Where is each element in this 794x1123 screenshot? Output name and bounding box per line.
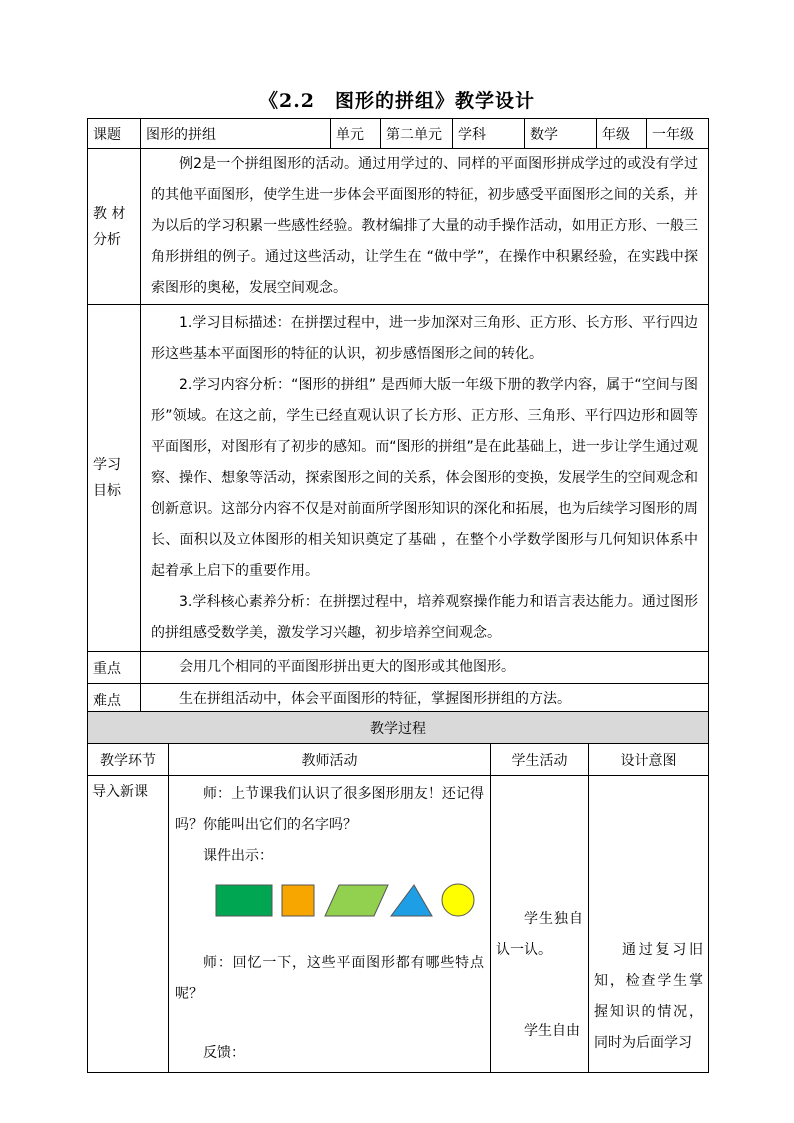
stage-label: 导入新课 — [92, 784, 148, 800]
analysis-text: 例2是一个拼组图形的活动。通过用学过的、同样的平面图形拼成学过的或没有学过的其他平面图形，使学生进一步体会平面图形的特征，初步感受平面图形之间的关系，并为以后的学习积累一些感性经验。教材编排了大量的动手操作活动，如用正方形、一般三角形拼组的例子。通过这些活动，让学生在 “做中学”，在操作中积累经验，在实践中探索图形的奥秘，发展空间观念。 — [151, 156, 698, 296]
key-point-label: 重点 — [88, 652, 141, 684]
unit-value: 第二单元 — [381, 119, 453, 149]
design-intent-cell — [589, 776, 709, 1073]
goals-label-line-2: 目标 — [93, 483, 121, 499]
intent-line-1: 通过复习旧知，检查学生掌握知识的情况，同时为后面学习 — [594, 942, 703, 1051]
key-point-row — [88, 652, 709, 684]
teaching-process-table — [87, 711, 709, 1073]
analysis-label-line-1: 教 材 — [93, 205, 126, 222]
grade-label: 年级 — [597, 119, 647, 149]
process-row-intro — [88, 776, 709, 1073]
goals-paragraph-1: 1.学习目标描述：在拼摆过程中，进一步加深对三角形、正方形、长方形、平行四边形这些基本平面图形的特征的认识，初步感悟图形之间的转化。 — [151, 314, 698, 362]
goals-content — [141, 305, 709, 652]
shapes-figure — [215, 880, 481, 920]
goals-paragraph-2: 2.学习内容分析：“图形的拼组” 是西师大版一年级下册的教学内容，属于“空间与图形”领域。在这之前，学生已经直观认识了长方形、正方形、三角形、平行四边形和圆等平面图形，对图形有了初步的感知。而“图形的拼组”是在此基础上，进一步让学生通过观察、操作、想象等活动，探索图形之间的关系，体会图形的变换，发展学生的空间观念和创新意识。这部分内容不仅是对前面所学图形知识的深化和拓展，也为后续学习图形的周长、面积以及立体图形的相关知识奠定了基础 ，在整个小学数学图形与几何知识体系中起着承上启下的重要作用。 — [151, 376, 698, 579]
square-shape — [282, 885, 314, 916]
key-point-content — [141, 652, 709, 684]
teacher-activity-cell — [169, 776, 491, 1073]
teacher-line-2: 课件出示： — [203, 848, 273, 864]
goals-label-line-1: 学习 — [93, 457, 121, 473]
student-line-2: 学生自由 — [524, 1023, 580, 1039]
topic-value: 图形的拼组 — [141, 119, 331, 149]
analysis-label — [88, 149, 141, 305]
process-header-row — [88, 744, 709, 776]
topic-label: 课题 — [88, 119, 141, 149]
analysis-label-line-2: 分析 — [93, 231, 121, 248]
info-row — [88, 119, 709, 149]
goals-row — [88, 305, 709, 652]
info-table — [87, 118, 709, 716]
circle-shape — [442, 884, 474, 916]
student-line-1: 学生独自认一认。 — [496, 911, 583, 958]
rectangle-shape — [216, 885, 272, 916]
process-heading-row — [88, 712, 709, 744]
teacher-line-1: 师：上节课我们认识了很多图形朋友！还记得吗？你能叫出它们的名字吗？ — [175, 786, 484, 833]
col-intent-header: 设计意图 — [589, 744, 709, 776]
goals-label — [88, 305, 141, 652]
col-stage-header: 教学环节 — [88, 744, 169, 776]
difficulty-text: 生在拼组活动中，体会平面图形的特征，掌握图形拼组的方法。 — [179, 691, 571, 707]
difficulty-label: 难点 — [88, 684, 141, 716]
col-student-header: 学生活动 — [491, 744, 589, 776]
process-heading: 教学过程 — [88, 712, 709, 744]
stage-cell — [88, 776, 169, 1073]
unit-label: 单元 — [331, 119, 381, 149]
student-activity-cell — [491, 776, 589, 1073]
subject-label: 学科 — [453, 119, 525, 149]
col-teacher-header: 教师活动 — [169, 744, 491, 776]
key-point-text: 会用几个相同的平面图形拼出更大的图形或其他图形。 — [179, 659, 515, 675]
teacher-line-4: 反馈： — [203, 1045, 245, 1061]
teacher-line-3: 师：回忆一下，这些平面图形都有哪些特点呢？ — [175, 955, 484, 1002]
document-title: 《2.2 图形的拼组》教学设计 — [258, 90, 536, 112]
subject-value: 数学 — [525, 119, 597, 149]
triangle-shape — [391, 885, 432, 916]
grade-value: 一年级 — [647, 119, 709, 149]
analysis-content — [141, 149, 709, 305]
parallelogram-shape — [325, 885, 388, 916]
analysis-row — [88, 149, 709, 305]
goals-paragraph-3: 3.学科核心素养分析：在拼摆过程中，培养观察操作能力和语言表达能力。通过图形的拼组感受数学美，激发学习兴趣，初步培养空间观念。 — [151, 593, 698, 641]
